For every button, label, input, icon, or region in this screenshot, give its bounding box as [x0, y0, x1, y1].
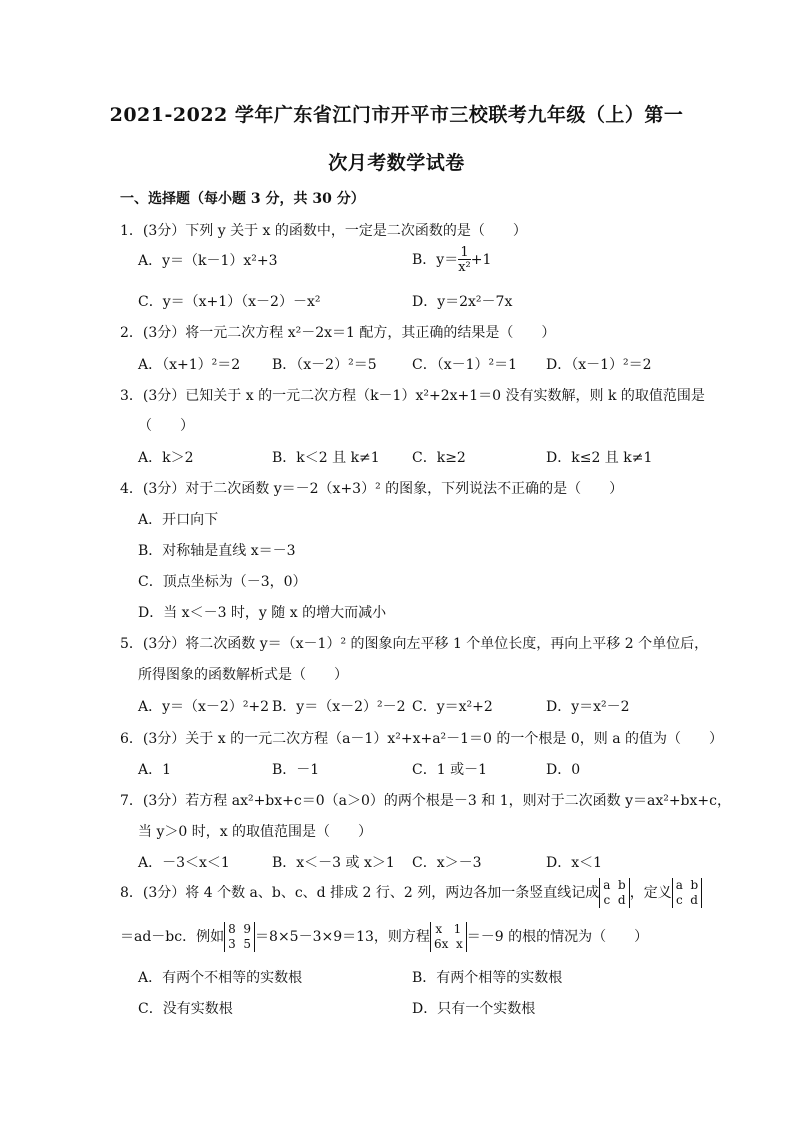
q2-option-c: C．（x－1）²＝1 — [412, 357, 518, 373]
q6-stem: 6．(3分）关于 x 的一元二次方程（a－1）x²+x+a²－1＝0 的一个根是 0，则 a 的值为（ ） — [120, 731, 724, 747]
q8-option-a: A．有两个不相等的实数根 — [138, 970, 303, 986]
q7-option-b: B．x＜－3 或 x＞1 — [272, 855, 395, 871]
q1-option-b-fraction — [458, 246, 471, 274]
q2-option-a: A．（x+1）²＝2 — [138, 357, 241, 373]
q1-option-c: C．y＝（x+1）（x－2）－x² — [138, 294, 321, 310]
q7-option-d: D．x＜1 — [546, 855, 603, 871]
q8-det2-row2: 3 5 — [228, 937, 252, 951]
section-heading: 一、选择题（每小题 3 分，共 30 分） — [120, 191, 365, 207]
q5-option-a: A．y＝（x－2）²+2 — [138, 699, 270, 715]
q8-stem-line2 — [120, 922, 648, 952]
exam-title-line2: 次月考数学试卷 — [328, 152, 465, 174]
q6-option-c: C．1 或－1 — [412, 762, 487, 778]
q8-line2-mid: ＝8×5－3×9＝13，则方程 — [255, 929, 430, 945]
q5-stem-line2: 所得图象的函数解析式是（ ） — [138, 667, 348, 683]
q1-option-a: A．y＝（k－1）x²+3 — [138, 253, 278, 269]
q4-option-d: D．当 x＜－3 时，y 随 x 的增大而减小 — [138, 605, 387, 621]
q8-det3-row2: 6x x — [433, 937, 463, 951]
q3-stem: 3．(3分）已知关于 x 的一元二次方程（k－1）x²+2x+1＝0 没有实数解，则 k 的取值范围是 — [120, 388, 705, 404]
q5-stem: 5．(3分）将二次函数 y＝（x－1）² 的图象向左平移 1 个单位长度，再向上平移 2 个单位后， — [120, 636, 709, 652]
q7-stem: 7．(3分）若方程 ax²+bx+c＝0（a＞0）的两个根是－3 和 1，则对于二次函数 y＝ax²+bx+c， — [120, 793, 731, 809]
q5-option-c: C．y＝x²+2 — [412, 699, 493, 715]
q6-option-a: A．1 — [138, 762, 172, 778]
q1-option-b-suffix: +1 — [470, 252, 492, 268]
q1-fraction-denominator: x² — [458, 260, 471, 275]
q8-option-c: C．没有实数根 — [138, 1001, 233, 1017]
q6-option-d: D．0 — [546, 762, 581, 778]
q1-stem: 1．(3分）下列 y 关于 x 的函数中，一定是二次函数的是（ ） — [120, 223, 527, 239]
q8-det1b-row2: c d — [675, 893, 698, 907]
q4-option-c: C．顶点坐标为（－3，0） — [138, 574, 307, 590]
q4-option-b: B．对称轴是直线 x＝－3 — [138, 543, 296, 559]
q7-option-a: A．－3＜x＜1 — [138, 855, 230, 871]
q5-option-d: D．y＝x²－2 — [546, 699, 630, 715]
q5-option-b: B．y＝（x－2）²－2 — [272, 699, 406, 715]
q8-line2-post: ＝－9 的根的情况为（ ） — [466, 929, 649, 945]
q3-option-a: A．k＞2 — [138, 450, 194, 466]
q1-option-d: D．y＝2x²－7x — [412, 294, 513, 310]
q8-det1-row2: c d — [603, 893, 626, 907]
q8-stem-line1 — [120, 878, 702, 908]
q3-stem-paren: （ ） — [138, 418, 194, 434]
q8-det2-row1: 8 9 — [228, 922, 252, 936]
q2-option-b: B．（x－2）²＝5 — [272, 357, 377, 373]
q7-option-c: C．x＞－3 — [412, 855, 482, 871]
q4-stem: 4．(3分）对于二次函数 y＝－2（x+3）² 的图象，下列说法不正确的是（ ） — [120, 481, 624, 497]
q8-stem-pre: 8．(3分）将 4 个数 a、b、c、d 排成 2 行、2 列，两边各加一条竖直线记成 — [120, 885, 600, 901]
q4-option-a: A．开口向下 — [138, 512, 219, 528]
q8-stem-mid: ，定义 — [629, 885, 672, 901]
q6-option-b: B．－1 — [272, 762, 320, 778]
q8-det1b-row1: a b — [675, 878, 699, 892]
q8-option-d: D．只有一个实数根 — [412, 1001, 536, 1017]
q8-det1-row1: a b — [603, 878, 626, 892]
q2-stem: 2．(3分）将一元二次方程 x²－2x＝1 配方，其正确的结果是（ ） — [120, 325, 556, 341]
q7-stem-line2: 当 y＞0 时，x 的取值范围是（ ） — [138, 824, 373, 840]
q8-det3-row1: x 1 — [435, 922, 462, 936]
q1-option-b — [412, 246, 491, 274]
q8-line2-pre: ＝ad－bc．例如 — [120, 929, 225, 945]
q3-option-d: D．k≤2 且 k≠1 — [546, 450, 653, 466]
q8-determinant-example — [224, 922, 255, 952]
q8-determinant-abcd — [599, 878, 629, 908]
q3-option-c: C．k≥2 — [412, 450, 466, 466]
q1-fraction-numerator: 1 — [458, 246, 471, 260]
q8-determinant-equation — [430, 922, 467, 952]
q8-determinant-abcd-def — [672, 878, 702, 908]
q1-option-b-prefix: B．y＝ — [412, 252, 459, 268]
exam-title-line1: 2021-2022 学年广东省江门市开平市三校联考九年级（上）第一 — [109, 104, 684, 126]
q3-option-b: B．k＜2 且 k≠1 — [272, 450, 380, 466]
q8-option-b: B．有两个相等的实数根 — [412, 970, 563, 986]
q2-option-d: D．（x－1）²＝2 — [546, 357, 652, 373]
